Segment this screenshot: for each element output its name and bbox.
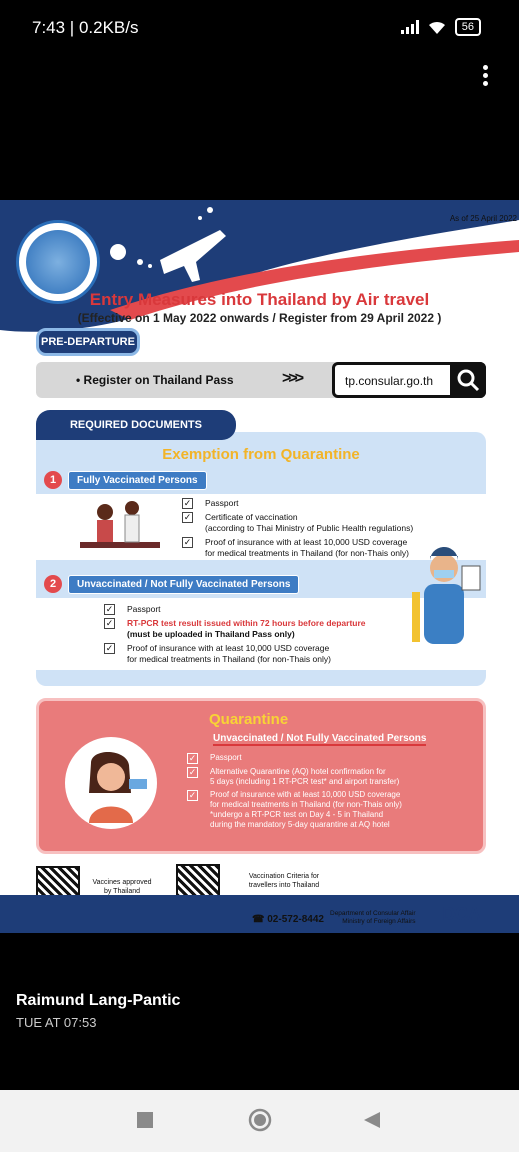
pre-departure-label: PRE-DEPARTURE: [36, 328, 140, 356]
quarantine-subtitle: Unvaccinated / Not Fully Vaccinated Persons: [213, 733, 427, 744]
checkbox-icon: ✓: [183, 537, 192, 547]
back-button[interactable]: [364, 1112, 380, 1128]
checkbox-icon: ✓: [183, 512, 192, 522]
sent-time: TUE AT 07:53: [16, 1015, 97, 1030]
more-options-icon[interactable]: [475, 62, 495, 90]
battery-icon: 56: [455, 18, 481, 36]
checkbox-icon: ✓: [188, 767, 197, 777]
qr2-label: Vaccination Criteria for travellers into Thailand: [248, 873, 320, 889]
group1-number: 1: [44, 471, 62, 489]
checkbox-icon: ✓: [105, 643, 114, 653]
home-button[interactable]: [248, 1108, 272, 1132]
group2-header: [44, 574, 299, 594]
url-text: tp.consular.go.th: [345, 374, 434, 388]
qr1-label: Vaccines approved by Thailand: [92, 879, 152, 895]
recents-button[interactable]: [137, 1112, 153, 1128]
register-text: • Register on Thailand Pass: [76, 373, 234, 387]
group1-header: [44, 470, 207, 490]
poster-image[interactable]: [0, 200, 519, 933]
department-label: Department of Consular Affair Ministry of Foreign Affairs: [330, 910, 416, 925]
group1-label: Fully Vaccinated Persons: [68, 471, 207, 490]
required-documents-label: REQUIRED DOCUMENTS: [36, 410, 236, 440]
sender-name[interactable]: Raimund Lang-Pantic: [16, 992, 181, 1009]
checkbox-icon: ✓: [188, 753, 197, 763]
exemption-title: Exemption from Quarantine: [162, 446, 360, 463]
phone-icon: ☎: [252, 914, 265, 925]
status-time: 7:43 | 0.2KB/s: [32, 18, 139, 37]
group2-number: 2: [44, 575, 62, 593]
poster-subtitle: (Effective on 1 May 2022 onwards / Register from 29 April 2022 ): [77, 311, 442, 325]
quarantine-title: Quarantine: [209, 711, 289, 728]
swab-test-illustration: [65, 737, 157, 829]
url-box: [332, 362, 486, 398]
checkbox-icon: ✓: [183, 498, 192, 508]
traveller-illustration: [404, 546, 484, 656]
arrows-icon: >>>: [282, 370, 302, 387]
group2-items: ✓ Passport ✓ RT-PCR test result issued within 72 hours before departure (must be uploaded in Thailand Pass only) ✓ Proof of insurance with at least 10,000 USD coverage for medical treatments in Thailand (for non-Thais only): [105, 604, 366, 664]
poster-date: As of 25 April 2022: [449, 214, 517, 223]
signal-icon: [401, 20, 419, 34]
group1-items: ✓ Passport ✓ Certificate of vaccination (according to Thai Ministry of Public Health regulations) ✓ Proof of insurance with at least 10,000 USD coverage for medical treatments in Thailand (for non-Thais only): [183, 498, 414, 558]
status-bar: [0, 0, 519, 58]
poster-title: Entry Measures into Thailand by Air travel: [89, 290, 430, 309]
register-bar: [36, 362, 486, 398]
status-icons: [401, 18, 481, 36]
navigation-bar: [0, 1090, 519, 1152]
dca-logo: DCA: [442, 904, 481, 924]
checkbox-icon: ✓: [188, 790, 197, 800]
quarantine-panel: [36, 698, 486, 854]
exemption-panel: [36, 432, 486, 686]
group2-card: [36, 598, 486, 670]
checkbox-icon: ✓: [105, 604, 114, 614]
vaccination-illustration: [70, 494, 170, 560]
checkbox-icon: ✓: [105, 618, 114, 628]
group2-label: Unvaccinated / Not Fully Vaccinated Persons: [68, 575, 299, 594]
search-icon: [450, 362, 486, 398]
quarantine-items: ✓ Passport ✓ Alternative Quarantine (AQ) hotel confirmation for 5 days (including 1 RT-PCR test* and airport transfer) ✓ Proof of insurance with at least 10,000 USD coverage for medical treatments in Thailand (for non-Thais only) *undergo a RT-PCR test on Day 4 - 5 in Thailand during the mandatory 5-day quarantine at AQ hotel: [188, 753, 402, 829]
phone-number: ☎ 02-572-8442: [252, 914, 324, 925]
wifi-icon: [427, 19, 447, 35]
